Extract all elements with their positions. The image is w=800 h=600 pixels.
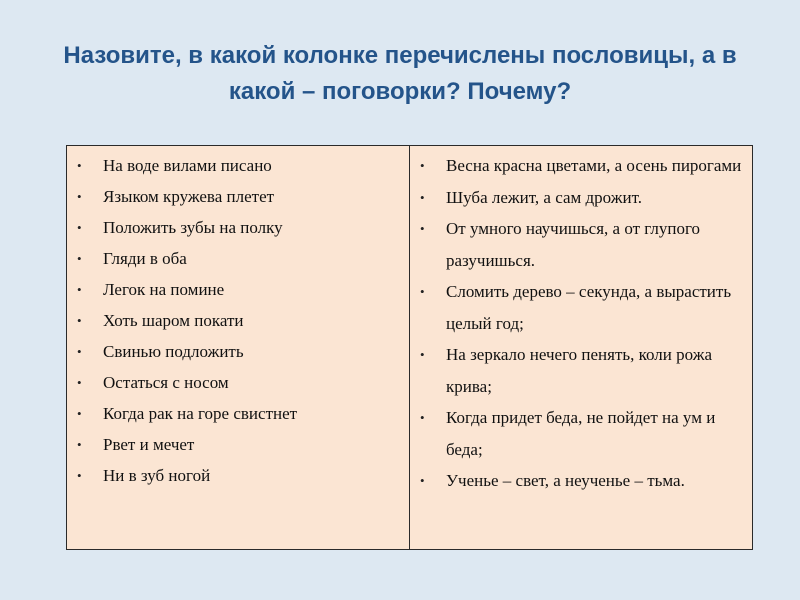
list-item-text: Ученье – свет, а неученье – тьма.: [446, 471, 685, 490]
list-item: [67, 212, 403, 243]
sayings-table: [66, 145, 753, 550]
list-item-text: Гляди в оба: [103, 249, 187, 268]
left-list: [67, 150, 403, 491]
list-item-text: Языком кружева плетет: [103, 187, 275, 206]
list-item: [410, 339, 746, 402]
list-item: [67, 243, 403, 274]
list-item: [67, 429, 403, 460]
bullet-icon: •: [77, 344, 82, 359]
list-item: [67, 336, 403, 367]
bullet-icon: •: [77, 158, 82, 173]
list-item: [67, 367, 403, 398]
bullet-icon: •: [77, 189, 82, 204]
bullet-icon: •: [420, 284, 425, 299]
list-item: [410, 150, 746, 182]
list-item-text: От умного научишься, а от глупого разучишься.: [446, 219, 701, 270]
list-item-text: Ни в зуб ногой: [103, 466, 211, 485]
list-item-text: Рвет и мечет: [103, 435, 195, 454]
list-item: [67, 305, 403, 336]
bullet-icon: •: [77, 282, 82, 297]
list-item-text: Остаться с носом: [103, 373, 229, 392]
list-item-text: Когда рак на горе свистнет: [103, 404, 298, 423]
bullet-icon: •: [77, 251, 82, 266]
right-list: [410, 150, 746, 497]
list-item-text: Положить зубы на полку: [103, 218, 283, 237]
bullet-icon: •: [77, 437, 82, 452]
slide-title: Назовите, в какой колонке перечислены пословицы, а в какой – поговорки? Почему?: [63, 42, 737, 105]
list-item-text: Весна красна цветами, а осень пирогами: [446, 156, 742, 175]
list-item-text: Сломить дерево – секунда, а вырастить целый год;: [446, 282, 732, 333]
left-column: [67, 146, 410, 549]
list-item: [67, 150, 403, 181]
list-item: [67, 181, 403, 212]
list-item-text: Когда придет беда, не пойдет на ум и беда;: [446, 408, 716, 459]
bullet-icon: •: [420, 410, 425, 425]
bullet-icon: •: [77, 375, 82, 390]
bullet-icon: •: [420, 347, 425, 362]
bullet-icon: •: [420, 158, 425, 173]
bullet-icon: •: [420, 221, 425, 236]
list-item: [410, 402, 746, 465]
bullet-icon: •: [420, 189, 425, 205]
bullet-icon: •: [77, 406, 82, 421]
list-item: [67, 460, 403, 491]
list-item: [67, 398, 403, 429]
right-column: [410, 146, 752, 549]
list-item: [67, 274, 403, 305]
list-item: [410, 213, 746, 276]
list-item-text: На зеркало нечего пенять, коли рожа крива;: [446, 345, 712, 396]
bullet-icon: •: [77, 220, 82, 235]
list-item-text: Легок на помине: [103, 280, 225, 299]
bullet-icon: •: [420, 473, 425, 488]
list-item: [410, 465, 746, 497]
bullet-icon: •: [77, 468, 82, 483]
list-item-text: На воде вилами писано: [103, 156, 272, 175]
list-item-text: Шуба лежит, а сам дрожит.: [446, 187, 642, 207]
list-item-text: Свинью подложить: [103, 342, 244, 361]
bullet-icon: •: [77, 313, 82, 328]
list-item: [410, 276, 746, 339]
list-item-text: Хоть шаром покати: [103, 311, 244, 330]
list-item: [410, 182, 746, 214]
